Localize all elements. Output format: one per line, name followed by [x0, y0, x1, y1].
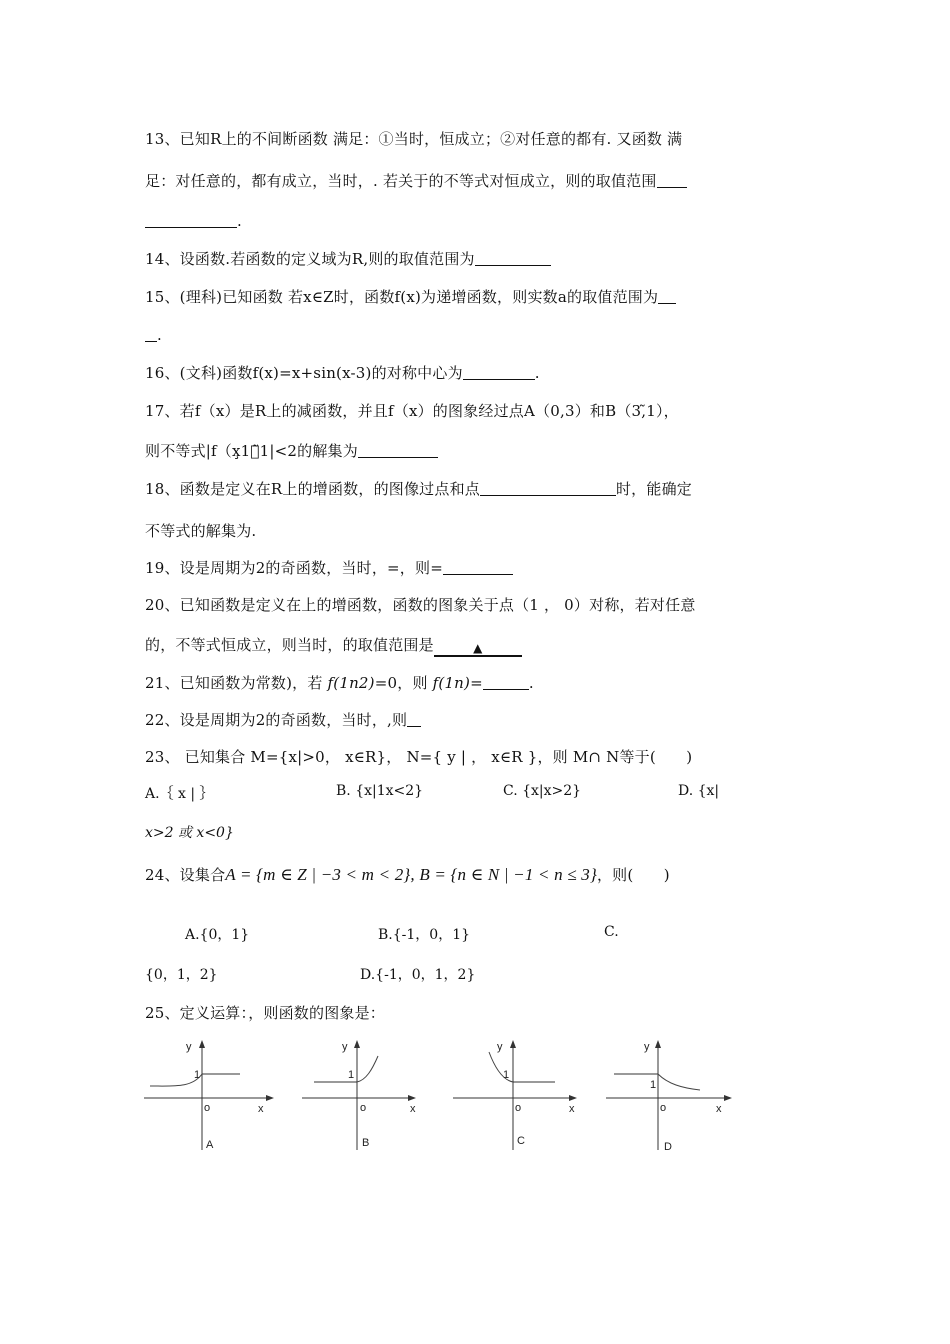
graph-d-caption: D: [664, 1141, 672, 1153]
q14-answer-blank: [475, 251, 551, 266]
graph-d-origin-label: o: [660, 1102, 667, 1114]
graph-a-origin-label: o: [204, 1102, 211, 1114]
q17-line2: 则不等式|f（x̧1）̃1|<2的解集为: [145, 440, 438, 461]
q18-line1: 18、函数是定义在R上的增函数，的图像过点和点 时，能确定: [145, 480, 692, 498]
graph-c-one-label: 1: [503, 1069, 510, 1081]
graph-a-caption: A: [206, 1139, 214, 1151]
q24-formula: A = {m ∈ Z | −3 < m < 2}, B = {n ∈ N | −1 < n ≤ 3}: [225, 865, 597, 884]
q14: 14、设函数.若函数的定义域为R,则的取值范围为: [145, 248, 551, 269]
graph-c-y-label: y: [497, 1041, 503, 1053]
graph-c-origin-label: o: [515, 1102, 522, 1114]
graph-d-one-label: 1: [650, 1079, 657, 1091]
q25: 25、定义运算：，则函数的图象是：: [145, 1004, 385, 1022]
q15-answer-blank-b: [145, 327, 157, 342]
q23-option-b: B. {x|1x<2}: [336, 783, 424, 799]
q23-option-c: C. {x|x>2}: [503, 783, 582, 799]
q23-option-d: D. {x|: [678, 783, 720, 799]
q13-line1: 13、已知R上的不间断函数 满足：①当时，恒成立；②对任意的都有. 又函数 满: [145, 130, 683, 148]
graph-c-caption: C: [517, 1135, 525, 1147]
q24-option-d: D.{-1，0，1，2}: [360, 967, 476, 983]
q16: 16、(文科)函数f(x)=x+sin(x-3)的对称中心为 .: [145, 364, 540, 382]
q23-option-d-cont: x>2 或 x<0}: [145, 825, 234, 841]
q13-answer-blank-b: [145, 213, 237, 228]
q21: 21、已知函数为常数)，若 f(1n2)=0，则 f(1n)= .: [145, 674, 534, 692]
q15-line1: 15、(理科)已知函数 若x∈Z时，函数f(x)为递增函数，则实数a的取值范围为: [145, 286, 676, 307]
graph-a-x-label: x: [258, 1103, 264, 1115]
q21-answer-blank: [483, 675, 529, 690]
q13-line2: 足：对任意的，都有成立，当时，. 若关于的不等式对恒成立，则的取值范围: [145, 170, 687, 191]
q20-line1: 20、已知函数是定义在上的增函数，函数的图象关于点（1 ， 0）对称，若对任意: [145, 596, 696, 614]
graph-b-caption: B: [362, 1137, 370, 1149]
graph-b-x-label: x: [410, 1103, 416, 1115]
q24-option-c: C.: [604, 924, 619, 940]
q16-answer-blank: [463, 365, 535, 380]
q20-answer-blank: [434, 641, 522, 657]
graph-d-y-label: y: [644, 1041, 650, 1053]
q15-answer-blank-a: [658, 289, 676, 304]
q19: 19、设是周期为2的奇函数，当时，=，则=: [145, 557, 513, 578]
q24-option-a: A.{0，1}: [185, 927, 250, 943]
q18-line2: 不等式的解集为.: [145, 522, 257, 540]
q19-answer-blank: [443, 560, 513, 575]
q18-answer-blank: [480, 481, 616, 496]
q20-line2: 的，不等式恒成立，则当时，的取值范围是 ▲: [145, 634, 522, 657]
graph-b: [302, 1038, 442, 1153]
q24-option-c-cont: {0，1，2}: [145, 967, 218, 983]
graph-a-y-label: y: [186, 1041, 192, 1053]
q22-answer-blank: [407, 712, 421, 727]
graph-d-x-label: x: [716, 1103, 722, 1115]
graph-b-one-label: 1: [348, 1069, 355, 1081]
graph-c-x-label: x: [569, 1103, 575, 1115]
graph-a-one-label: 1: [194, 1069, 201, 1081]
q13-answer-blank-a: [657, 173, 687, 188]
graph-c: [453, 1038, 593, 1153]
q23-option-a: A.｛ x | ｝: [145, 786, 214, 802]
q24-option-b: B.{-1，0，1}: [378, 927, 471, 943]
q17-answer-blank: [358, 443, 438, 458]
graph-b-origin-label: o: [360, 1102, 367, 1114]
graph-b-y-label: y: [342, 1041, 348, 1053]
triangle-marker-icon: ▲: [473, 641, 483, 655]
graph-d: [602, 1038, 742, 1153]
q15-line2: .: [145, 326, 162, 344]
graph-a: [144, 1038, 284, 1153]
q17-line1: 17、若f（x）是R上的减函数，并且f（x）的图象经过点A（0,3）和B（3,̃1），: [145, 402, 679, 420]
q22: 22、设是周期为2的奇函数，当时，,则: [145, 709, 421, 730]
q13-line3: .: [145, 212, 242, 230]
q24-stem: 24、设集合A = {m ∈ Z | −3 < m < 2}, B = {n ∈ N | −1 < n ≤ 3}，则( ): [145, 865, 670, 884]
q23-stem: 23、 已知集合 M={x|>0， x∈R}， N={ y | ， x∈R }，则 M∩ N等于( ): [145, 748, 693, 766]
